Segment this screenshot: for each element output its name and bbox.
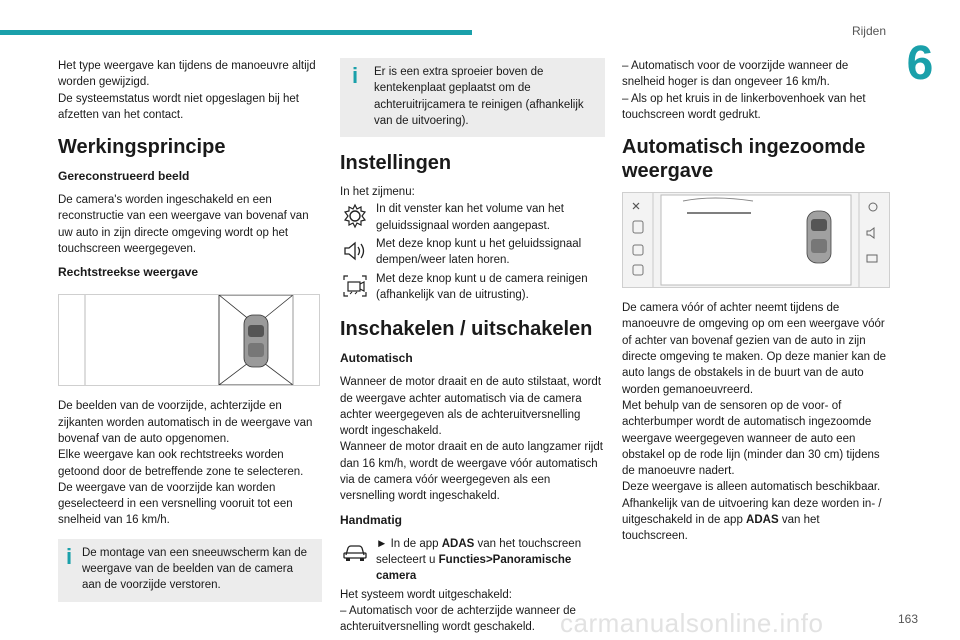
heading-inschakelen: Inschakelen / uitschakelen bbox=[340, 318, 593, 341]
zoomed-app-name: ADAS bbox=[746, 514, 779, 527]
deactivation-paragraph: Het systeem wordt uitgeschakeld: – Automatisch voor de achterzijde wanneer de achteruitversnelling wordt geschakeld. bbox=[340, 588, 576, 634]
icon-row-clean bbox=[340, 271, 605, 304]
icon-row-manual bbox=[340, 536, 605, 585]
icon-row-volume-text: In dit venster kan het volume van het geluidssignaal worden aangepast. bbox=[376, 203, 564, 232]
note-washer bbox=[340, 58, 605, 137]
watermark: carmanualsonline.info bbox=[560, 608, 824, 638]
gear-icon bbox=[340, 201, 370, 231]
zoomed-view-text: De camera vóór of achter neemt tijdens de manoeuvre de omgeving op om een weergave vóór of achter van bovenaf gezien van de auto in zijn directe omgeving te maken. Op deze manier kan de auto langs de obstakels in de buurt van de auto worden gemanoeuvreerd. Met behulp van de sensoren op de voor- of achterbumper wordt de automatisch ingezoomde weergave weergegeven wanneer de auto een obstakel op de rode lijn (minder dan 30 cm) tijdens de manoeuvre nadert. Deze weergave is alleen automatisch beschikbaar. Afhankelijk van de uitvoering kan deze worden in- / uitgeschakeld in de app bbox=[622, 302, 887, 527]
section-title: Rijden bbox=[851, 24, 886, 38]
manual-step bbox=[376, 536, 605, 585]
icon-row-volume bbox=[340, 201, 605, 234]
manual-step-prefix: ► In de app bbox=[376, 537, 442, 550]
column-2 bbox=[340, 58, 605, 640]
chapter-number: 6 bbox=[906, 37, 934, 90]
manual-path: Functies>Panoramische camera bbox=[376, 553, 572, 583]
direct-view-paragraph: De beelden van de voorzijde, achterzijde en zijkanten worden automatisch in de weergave van bovenaf van de auto opgenomen. Elke weergave kan ook rechtstreeks worden getoond door de betreffende zone te selecteren. De weergave van de voorzijde kan worden geselecteerd in een versnelling vooruit tot een snelheid van 16 km/h. bbox=[58, 400, 313, 527]
note-snow-screen bbox=[58, 539, 322, 602]
zoomed-view-illustration bbox=[623, 193, 889, 287]
page-number: 163 bbox=[897, 612, 918, 626]
icon-row-clean-text: Met deze knop kunt u de camera reinigen (afhankelijk van de uitrusting). bbox=[376, 272, 588, 301]
reconstructed-paragraph: De camera's worden ingeschakeld en een reconstructie van een weergave van bovenaf van uw auto in zijn directe omgeving wordt op het touchscreen weergegeven. bbox=[58, 194, 309, 256]
subheading-automatisch: Automatisch bbox=[340, 351, 413, 366]
header-accent-bar bbox=[0, 30, 472, 35]
manual-step-mid: van het touchscreen selecteert u bbox=[376, 537, 582, 566]
automatic-paragraph: Wanneer de motor draait en de auto stilstaat, wordt de weergave achter automatisch via de camera achter weergegeven als de achteruitversnelling wordt ingeschakeld. Wanneer de motor draait en de auto langzamer rijdt dan 16 km/h, wordt de weergave vóór automatisch via de camera vóór weergegeven als een versnelling wordt ingeschakeld. bbox=[340, 376, 603, 503]
side-menu-intro: In het zijmenu: bbox=[340, 186, 415, 199]
intro-paragraph: Het type weergave kan tijdens de manoeuvre altijd worden gewijzigd. De systeemstatus wordt niet opgeslagen bij het afzetten van het contact. bbox=[58, 60, 316, 121]
zoomed-view-end: van het touchscreen. bbox=[622, 514, 820, 543]
zoomed-view-paragraph bbox=[622, 300, 887, 544]
note-washer-text: Er is een extra sproeier boven de kentekenplaat geplaatst om de achteruitrijcamera te reinigen (afhankelijk van de uitvoering). bbox=[374, 66, 584, 127]
manual-app-name: ADAS bbox=[441, 537, 475, 550]
subheading-direct-view: Rechtstreekse weergave bbox=[58, 265, 199, 280]
info-icon: i bbox=[352, 63, 359, 88]
speaker-icon bbox=[340, 236, 370, 266]
column-3 bbox=[622, 58, 887, 552]
heading-zoomed-view: Automatisch ingezoomde weergave bbox=[622, 136, 866, 183]
deactivation-continued: – Automatisch voor de voorzijde wanneer de snelheid hoger is dan ongeveer 16 km/h. – Als op het kruis in de linkerbovenhoek van het touchscreen wordt gedrukt. bbox=[622, 60, 866, 121]
icon-row-mute-text: Met deze knop kunt u het geluidssignaal dempen/weer laten horen. bbox=[376, 238, 582, 267]
subheading-handmatig: Handmatig bbox=[340, 512, 403, 527]
heading-instellingen: Instellingen bbox=[340, 152, 452, 175]
heading-werkingsprincipe: Werkingsprincipe bbox=[58, 136, 226, 159]
figure-zoomed-view bbox=[622, 192, 890, 288]
info-icon: i bbox=[66, 543, 73, 569]
car-icon bbox=[340, 536, 370, 566]
column-1 bbox=[58, 58, 322, 612]
figure-split-screen bbox=[58, 294, 320, 386]
subheading-reconstructed: Gereconstrueerd beeld bbox=[58, 169, 190, 184]
camera-clean-icon bbox=[340, 271, 370, 301]
split-screen-illustration bbox=[59, 295, 319, 385]
icon-row-mute bbox=[340, 236, 605, 269]
note-snow-screen-text: De montage van een sneeuwscherm kan de weergave van de beelden van de camera aan de voorzijde verstoren. bbox=[82, 546, 308, 592]
